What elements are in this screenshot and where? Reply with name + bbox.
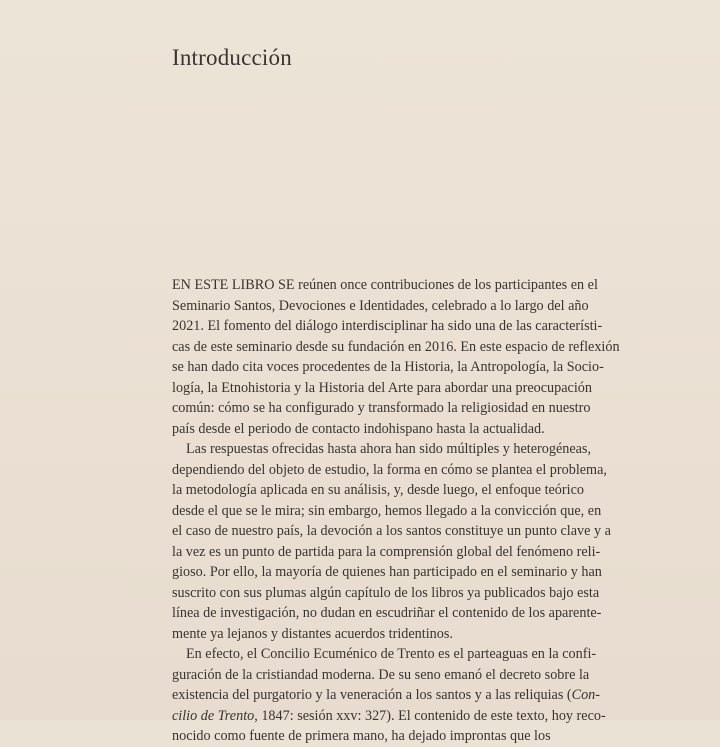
text-line — [172, 480, 584, 501]
text-line — [172, 726, 551, 747]
text-run: el caso de nuestro país, la devoción a los santos constituye un punto clave y a — [172, 523, 611, 539]
text-line — [172, 275, 598, 296]
text-line — [172, 665, 590, 686]
text-run: común: cómo se ha configurado y transformado la religiosidad en nuestro — [172, 400, 591, 416]
text-run: gioso. Por ello, la mayoría de quienes han participado en el seminario y han — [172, 564, 602, 580]
text-line — [172, 624, 547, 645]
text-run: En efecto, el Concilio Ecuménico de Trento es el parteaguas en la confi- — [186, 646, 597, 662]
text-run: Seminario Santos, Devociones e Identidades, celebrado a lo largo del año — [172, 297, 589, 314]
text-line — [172, 706, 606, 727]
text-line — [172, 562, 602, 583]
text-line — [172, 419, 547, 440]
text-run: dependiendo del objeto de estudio, la forma en cómo se plantea el problema, — [172, 461, 607, 478]
text-run: mente ya lejanos y distantes acuerdos tridentinos. — [172, 625, 453, 642]
text-run: , 1847: sesión xxv: 327). El contenido de este texto, hoy reco- — [254, 707, 606, 724]
text-run: línea de investigación, no dudan en escudriñar el contenido de los aparente- — [172, 605, 602, 621]
text-line — [172, 460, 607, 481]
text-line — [172, 542, 601, 563]
text-run: se han dado cita voces procedentes de la Historia, la Antropología, la Socio- — [172, 359, 604, 375]
text-run: existencia del purgatorio y la veneración a los santos y a las reliquias ( — [172, 687, 572, 703]
paragraph — [172, 439, 611, 644]
text-run: suscrito con sus plumas algún capítulo de los libros ya publicados bajo esta — [172, 584, 600, 601]
text-line — [172, 337, 620, 358]
text-run: la vez es un punto de partida para la comprensión global del fenómeno reli- — [172, 543, 601, 560]
text-line — [172, 357, 604, 378]
text-run: logía, la Etnohistoria y la Historia del Arte para abordar una preocupación — [172, 379, 592, 396]
italic-text: cilio de Trento — [172, 707, 255, 724]
text-line — [172, 644, 597, 665]
text-line — [172, 685, 600, 706]
text-line — [172, 439, 591, 460]
text-run: desde el que se le mira; sin embargo, hemos llegado a la convicción que, en — [172, 502, 602, 519]
text-run: 2021. El fomento del diálogo interdisciplinar ha sido una de las característi- — [172, 318, 603, 334]
text-line — [172, 316, 603, 337]
text-line — [172, 583, 600, 604]
text-line — [172, 501, 602, 522]
text-run: EN ESTE LIBRO SE reúnen once contribuciones de los participantes en el — [172, 277, 598, 293]
chapter-heading: Introducción — [172, 45, 292, 70]
text-run: país desde el periodo de contacto indohispano hasta la actualidad. — [172, 420, 545, 437]
text-line — [172, 521, 611, 542]
text-line — [172, 398, 591, 419]
text-run: cas de este seminario desde su fundación en 2016. En este espacio de reflexión — [172, 338, 620, 355]
text-line — [172, 603, 602, 624]
text-run: nocido como fuente de primera mano, ha dejado improntas que los — [172, 728, 551, 744]
text-line — [172, 296, 589, 317]
paragraph — [172, 644, 606, 747]
text-run: la metodología aplicada en su análisis, y, desde luego, el enfoque teórico — [172, 482, 584, 498]
italic-text: Con- — [571, 687, 600, 703]
text-run: guración de la cristiandad moderna. De su seno emanó el decreto sobre la — [172, 666, 590, 683]
body-text — [172, 275, 620, 747]
paragraph — [172, 275, 620, 439]
text-run: Las respuestas ofrecidas hasta ahora han sido múltiples y heterogéneas, — [186, 441, 591, 457]
text-line — [172, 378, 592, 399]
